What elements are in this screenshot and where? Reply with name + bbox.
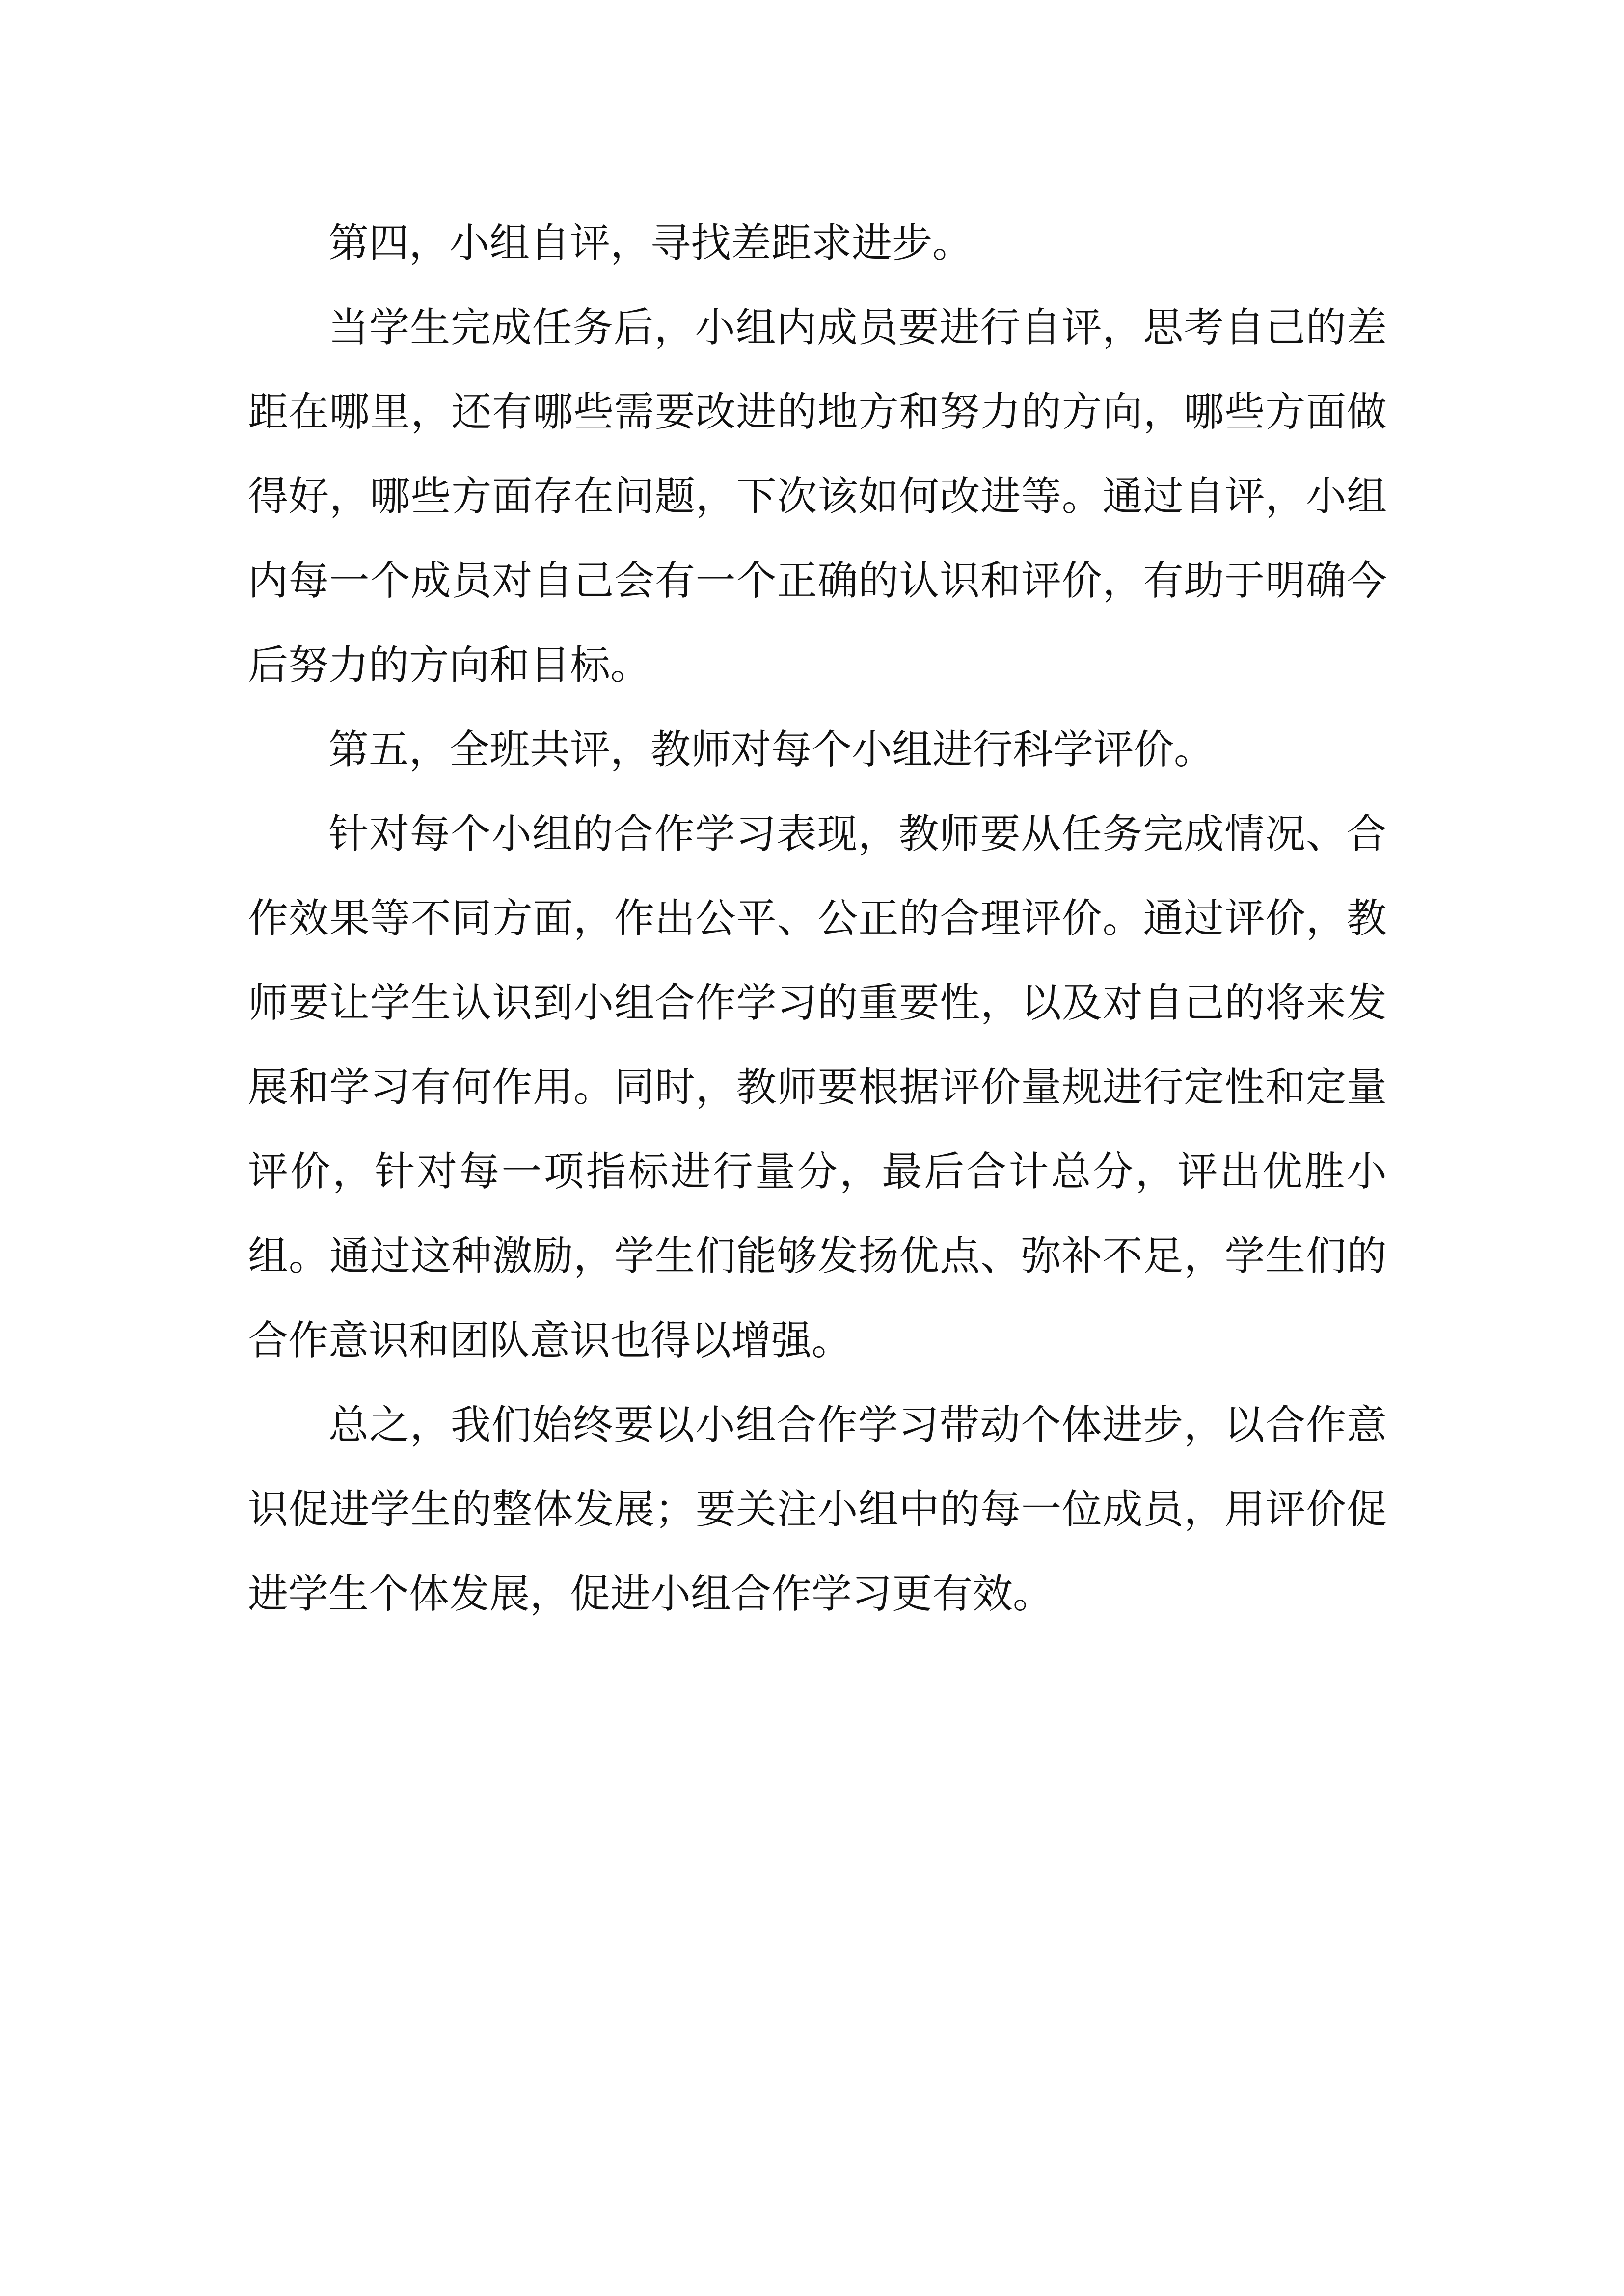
paragraph-conclusion: 总之，我们始终要以小组合作学习带动个体进步，以合作意识促进学生的整体发展；要关注小组中的每一位成员，用评价促进学生个体发展，促进小组合作学习更有效。 <box>248 1402 1387 1617</box>
paragraph-heading-five: 第五，全班共评，教师对每个小组进行科学评价。 <box>328 726 1215 773</box>
paragraph-self-evaluation: 当学生完成任务后，小组内成员要进行自评，思考自己的差距在哪里，还有哪些需要改进的地方和努力的方向，哪些方面做得好，哪些方面存在问题，下次该如何改进等。通过自评，小组内每一个成员对自己会有一个正确的认识和评价，有助于明确今后努力的方向和目标。 <box>248 304 1387 689</box>
paragraph-teacher-evaluation: 针对每个小组的合作学习表现，教师要从任务完成情况、合作效果等不同方面，作出公平、公正的合理评价。通过评价，教师要让学生认识到小组合作学习的重要性，以及对自己的将来发展和学习有何作用。同时，教师要根据评价量规进行定性和定量评价，针对每一项指标进行量分，最后合计总分，评出优胜小组。通过这种激励，学生们能够发扬优点、弥补不足，学生们的合作意识和团队意识也得以增强。 <box>248 811 1387 1364</box>
paragraph-heading-four: 第四，小组自评，寻找差距求进步。 <box>328 220 973 267</box>
document-body <box>248 201 1387 1636</box>
